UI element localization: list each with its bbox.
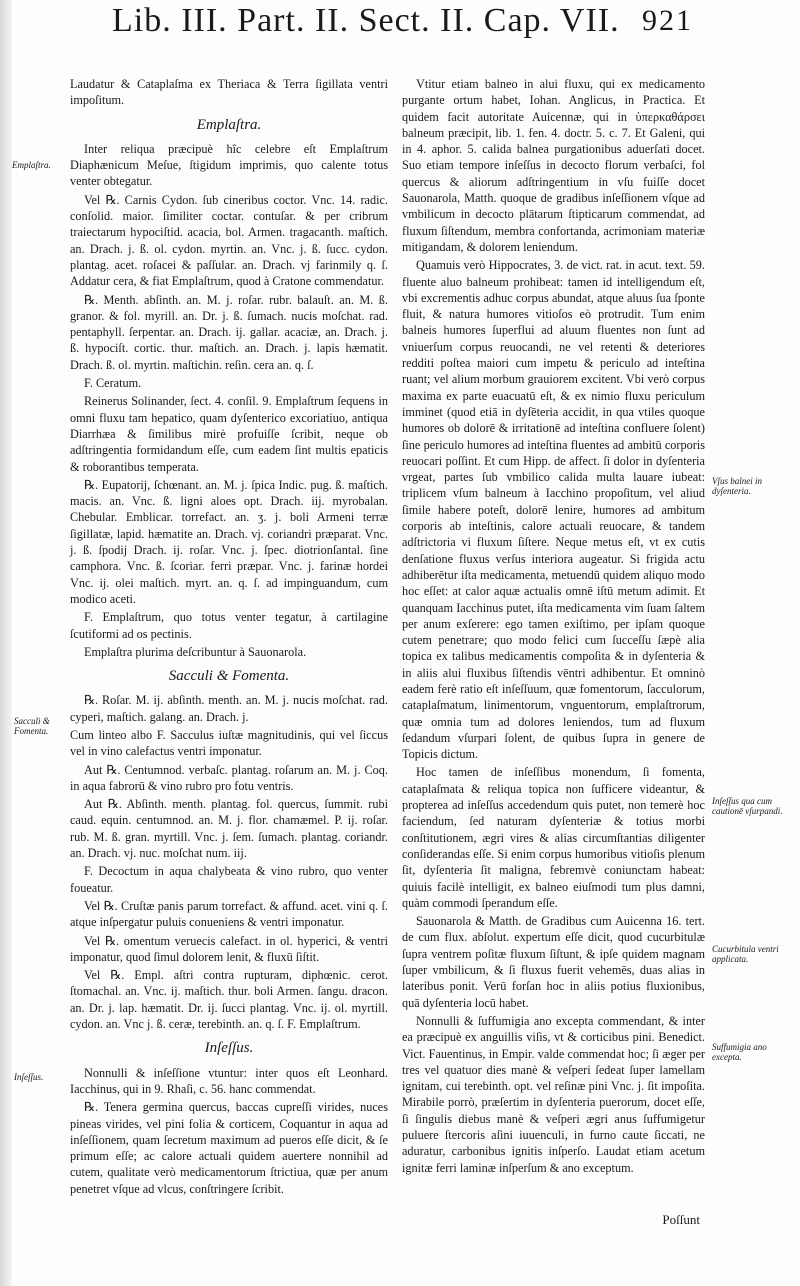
paragraph: ℞. Eupatorij, ſchœnant. an. M. j. ſpica Indic. pug. ß. maſtich. macis. an. Vnc. ß. ligni aloes opt. Drach. iij. myrobalan. Chebular. Emblicar. torrefact. an. ʒ. j. boli Armeni terræ ſigillatæ, lapid. hæmatite an. Drach. vj. coriandri præparat. Vnc. j. ß. ſpodij Drach. ij. roſar. Vnc. j. ſpec. diotrionſantal. ſine camphora. Vnc. ß. ſcoriar. ferri præpar. Vnc. j. farinæ hordei Vnc. ij. olei maſtich. myrt. an. q. ſ. ad impinguandum, cum modico aceti.	[70, 477, 388, 606]
margin-note-insessus-caute: Inſeſſus qua cum cautionē vſurpandi.	[712, 796, 783, 816]
paragraph: Laudatur & Cataplaſma ex Theriaca & Terra ſigillata ventri impoſitum.	[70, 77, 388, 108]
paragraph: ℞. Tenera germina quercus, baccas cupreſſi virides, nuces pineas virides, vel pini folia & corticem, Coquantur in aqua ad inſeſſionem, quam ſecretum maximum ad pueros eſſe dicit, & ſe primum eſſe; ac calore actuali quidem auertere nonnihil ad cutem, qualitate verò medicamentorum ſtrictiua, quæ per anum penetret vſque ad vlcus, conſtringere ſcribit.	[70, 1100, 388, 1196]
page-gutter-shadow	[0, 0, 12, 1286]
paragraph: Nonnulli & ſuffumigia ano excepta commendant, & inter ea præcipuè ex anguillis viſis, vt & corticibus pini. Benedict. Vict. Fauentinus, in Empir. valde commendat hoc; ſi æger per tres vel quatuor dies manè & veſperi ſedeat ſuper lamellam ignitam, cui terebinth. opt. vel reſinæ pini Vnc. j. ſit impoſita. Mirabile porrò, præſertim in dyſenteria puerorum, docet eſſe, ſi ſingulis diebus manè & veſperi ægri anus ſuffumigetur puluere ſtercoris aſini iuuenculi, in furno caute ſiccati, ne aduratur, carbonibus ignitis inſperſo. Laudat etiam acetum ignitæ ferri laminæ inſperſum & ano exceptum.	[402, 1013, 705, 1175]
left-column	[70, 76, 388, 1199]
section-heading-emplastra: Emplaſtra.	[196, 116, 262, 133]
margin-note-sacculi: Sacculi & Fomenta.	[14, 716, 50, 736]
paragraph: Inter reliqua præcipuè hîc celebre eſt Emplaſtrum Diaphænicum Meſue, ſtigidum imprimis, quo calente totus venter obtegatur.	[70, 141, 388, 189]
catchword: Poſſunt	[662, 1212, 700, 1227]
paragraph: ℞. Menth. abſinth. an. M. j. roſar. rubr. balauſt. an. M. ß. granor. & fol. myrill. an. Dr. j. ß. ſumach. nucis moſchat. rad. pentaphyll. ſerpentar. an. Drach. ij. gallar. acaciæ, an. Drach. j. ß. hypociſt. cortic. thur. maſtich. an. Drach. j. lapis hæmatit. Drach. ß. ol. myrtin. maſtichin. reſin. cera an. q. ſ.	[70, 292, 388, 372]
paragraph: Vel ℞. Cruſtæ panis parum torrefact. & affund. acet. vini q. ſ. atque inſpergatur puluis conueniens & ventri imponatur.	[70, 898, 388, 930]
margin-note-cucurbitulae: Cucurbitula ventri applicata.	[712, 944, 779, 964]
section-heading-sacculi: Sacculi & Fomenta.	[168, 668, 290, 685]
paragraph: Aut ℞. Abſinth. menth. plantag. fol. quercus, ſummit. rubi caud. equin. centumnod. an. M. j. flor. chamæmel. P. ij. roſar. rub. M. ß. gran. myrtill. Vnc. j. ſem. ſumach. plantag. coriandr. an. Drach. vj. nuc. moſchat num. iij.	[70, 797, 388, 861]
margin-note-usus-balnei: Vſus balnei in dyſenteria.	[712, 476, 762, 496]
margin-note-suffumigia: Suffumigia ano excepta.	[712, 1042, 767, 1062]
paragraph: Aut ℞. Centumnod. verbaſc. plantag. roſarum an. M. j. Coq. in aqua fabrorū & vino rubro pro fotu ventris.	[70, 762, 388, 793]
paragraph: Emplaſtra plurima deſcribuntur à Sauonarola.	[84, 644, 307, 659]
paragraph: Nonnulli & inſeſſione vtuntur: inter quos eſt Leonhard. Iacchinus, qui in 9. Rhaſi, c. 56. hanc commendat.	[70, 1065, 388, 1096]
paragraph: Hoc tamen de inſeſſibus monendum, ſi fomenta, cataplaſmata & reliqua topica non ſufficere videantur, & propterea ad inſeſſus accedendum quis putet, non temerè hoc faciendum, ſed naturam dyſenteriæ & totius morbi conſtitutionem, ægri vires & alias circumſtantias diligenter conſiderandas eſſe. Si enim corpus humoribus vitioſis plenum ſit, dyſenteria ſit maligna, febremvè coniunctam habeat: quiuis facilè intelligit, ex balneo eiuſmodi tum plus damni, quàm commodi ſperandum eſſe.	[402, 765, 705, 910]
paragraph: Vel ℞. Empl. aſtri contra rupturam, diphœnic. cerot. ſtomachal. an. Vnc. ij. maſtich. thur. boli Armen. ſangu. dracon. an. Dr. j. lap. hæmatit. Dr. ij. ſucci plantag. Vnc. ij. ol. myrtill. cydon. an. Vnc j. ß. ceræ, terebinth. an. q. ſ. F. Emplaſtrum.	[70, 968, 388, 1032]
paragraph: Vel ℞. omentum veruecis calefact. in ol. hyperici, & ventri imponatur, quod ſimul dolorem lenit, & fluxū ſiſtit.	[70, 933, 388, 964]
page-number: 921	[642, 4, 693, 37]
section-heading-insessus: Inſeſſus.	[204, 1040, 254, 1057]
margin-note-insessus: Inſeſſus.	[14, 1072, 44, 1082]
paragraph: Reinerus Solinander, ſect. 4. conſil. 9. Emplaſtrum ſequens in omni fluxu tam hepatico, quam dyſenterico excoriatiuo, antiqua Diarrhæa & ſimilibus mirè profuiſſe ſcribit, neque ob adſtringentia formidandum eſſe, cum eadem ſint multis epaticis & roborantibus temperata.	[70, 394, 388, 474]
running-title: Lib. III. Part. II. Sect. II. Cap. VII.	[112, 2, 620, 39]
paragraph: Quamuis verò Hippocrates, 3. de vict. rat. in acut. text. 59. fluente aluo balneum prohibeat: tamen id intelligendum eſt, vbi excrementis adhuc corpus abundat, atque aluus ſua ſponte fluit, & natura humores vitioſos eò protrudit. Tum enim balneis humores ſuperflui ad aluum fluentes non ſunt ad vniuerſum corpus reuocandi, ne vel retenti & deteriores redditi poſtea maiori cum impetu & periculo ad inteſtina ruant; vel alium morbum grauiorem excitent. Vbi verò corpus maxima ex parte euacuatū eſt, & ex nimio fluxu periculum imminet (quod etiā in dyſēteria accidit, in qua vtiles quoque humores ob dolorē & irritationē ad inteſtina confluere ſolent) ſine periculo humores ad inteſtina fluentes ad ambitū corporis reuocari poſſint. Et cum Hipp. de affect. ſi dolor in dyſenteria vrgeat, partes ſub vmbilico calida multa lauare iubeat: triplicem vſum balneum à Iacchino propoſitum, vel aliud ſimile habere poteſt, dolorē lenire, humores ad ambitum corporis ab inteſtinis, calore actuali reuocare, & tandem adſtrictoria vi fluxum ſiſtere. Neque metus eſt, vt ex cutis denſatione fluxus verſus interiora augeatur. Si frigida actu adhiberētur iſta medicamenta, metuendū quidem aliquo modo hoc eſſet: at calor aquæ actualis omnē iſtū metum adimit. Et quanquam Iacchinus putet, iſta medicamenta vim ſuam ſaltem per anum exſerere: ego tamen exiſtimo, per ipſam quoque cutem penetrare; quo modo felici cum ſucceſſu ſæpè alia topica ex talibus medicamentis compoſita & in dyſenteria & in aliis alui fluxibus ſiſtendis vēntri adhibentur. Et omninò eadem ferè ratio eſt inſeſſuum, quæ fomentorum, ſacculorum, cataplaſmatum, linimentorum, vnguentorum, emplaſtrorum, quæ omnia tum ad dolores leniendos, tum ad fluxum ſedandum vſurpari ſolent, de quibus ſupra in genere de Topicis dictum.	[402, 258, 705, 762]
margin-note-emplastra: Emplaſtra.	[12, 160, 51, 170]
right-column	[402, 76, 705, 1178]
paragraph: F. Emplaſtrum, quo totus venter tegatur, à cartilagine ſcutiformi ad os pectinis.	[70, 610, 388, 641]
paragraph: Cum linteo albo F. Sacculus iuſtæ magnitudinis, qui vel ſiccus vel in vino calefactus ventri imponatur.	[70, 727, 388, 759]
paragraph: F. Decoctum in aqua chalybeata & vino rubro, quo venter foueatur.	[70, 864, 388, 895]
paragraph: Vtitur etiam balneo in alui fluxu, qui ex medicamento purgante ortum habet, Iohan. Anglicus, in Practica. Et quidem facit autoritate Auicennæ, qui in ὑπερκαθάρσει balneum præcipit, lib. 1. fen. 4. doctr. 5. c. 7. Et Galeni, qui in 4. aphor. 5. calida balnea purgationibus aduerſati docet. Suo etiam tempore inſeſſus in decocto florum verbaſci, fol quercus & aliorum adſtringentium in vſu fuiſſe docet Sauonarola, Matth. quoque de gradibus inſeſſionem vſque ad vmbilicum in decocto plātarum ſtipticarum commendat, ad fluxum ſiſtendum, membra confortanda, acrimoniam materiæ mitigandam, & dolorem leniendum.	[402, 77, 705, 254]
paragraph: Vel ℞. Carnis Cydon. ſub cineribus coctor. Vnc. 14. radic. conſolid. maior. ſimiliter coctar. contuſar. & per cribrum traiectarum hypociſtid. acacia, bol. Armen. tragacanth. maſtich. an. Drach. j. ß. ol. cydon. myrtin. an. Vnc. j. ß. ſucc. cydon. plantag. acet. roſacei & paſſular. an. Drach. vj farinmily q. ſ. Addatur cera, & fiat Emplaſtrum, quod à Cratone commendatur.	[70, 192, 388, 289]
paragraph: ℞. Roſar. M. ij. abſinth. menth. an. M. j. nucis moſchat. rad. cyperi, maſtich. galang. an. Drach. j.	[70, 693, 388, 724]
paragraph: Sauonarola & Matth. de Gradibus cum Auicenna 16. tert. de cum flux. abſolut. expertum eſſe dicit, quod cucurbitulæ ſupra ventrem poſitæ fluxum ſiſtunt, & ipſe quidem magnam ſuper vmbilicum, & ſi fluxus fuerit vehemēs, duas alias in lateribus ponit. Verū forſan hoc in aliis potius fluxionibus, quā dyſenteria locū habet.	[402, 914, 705, 1010]
paragraph: F. Ceratum.	[84, 376, 142, 391]
